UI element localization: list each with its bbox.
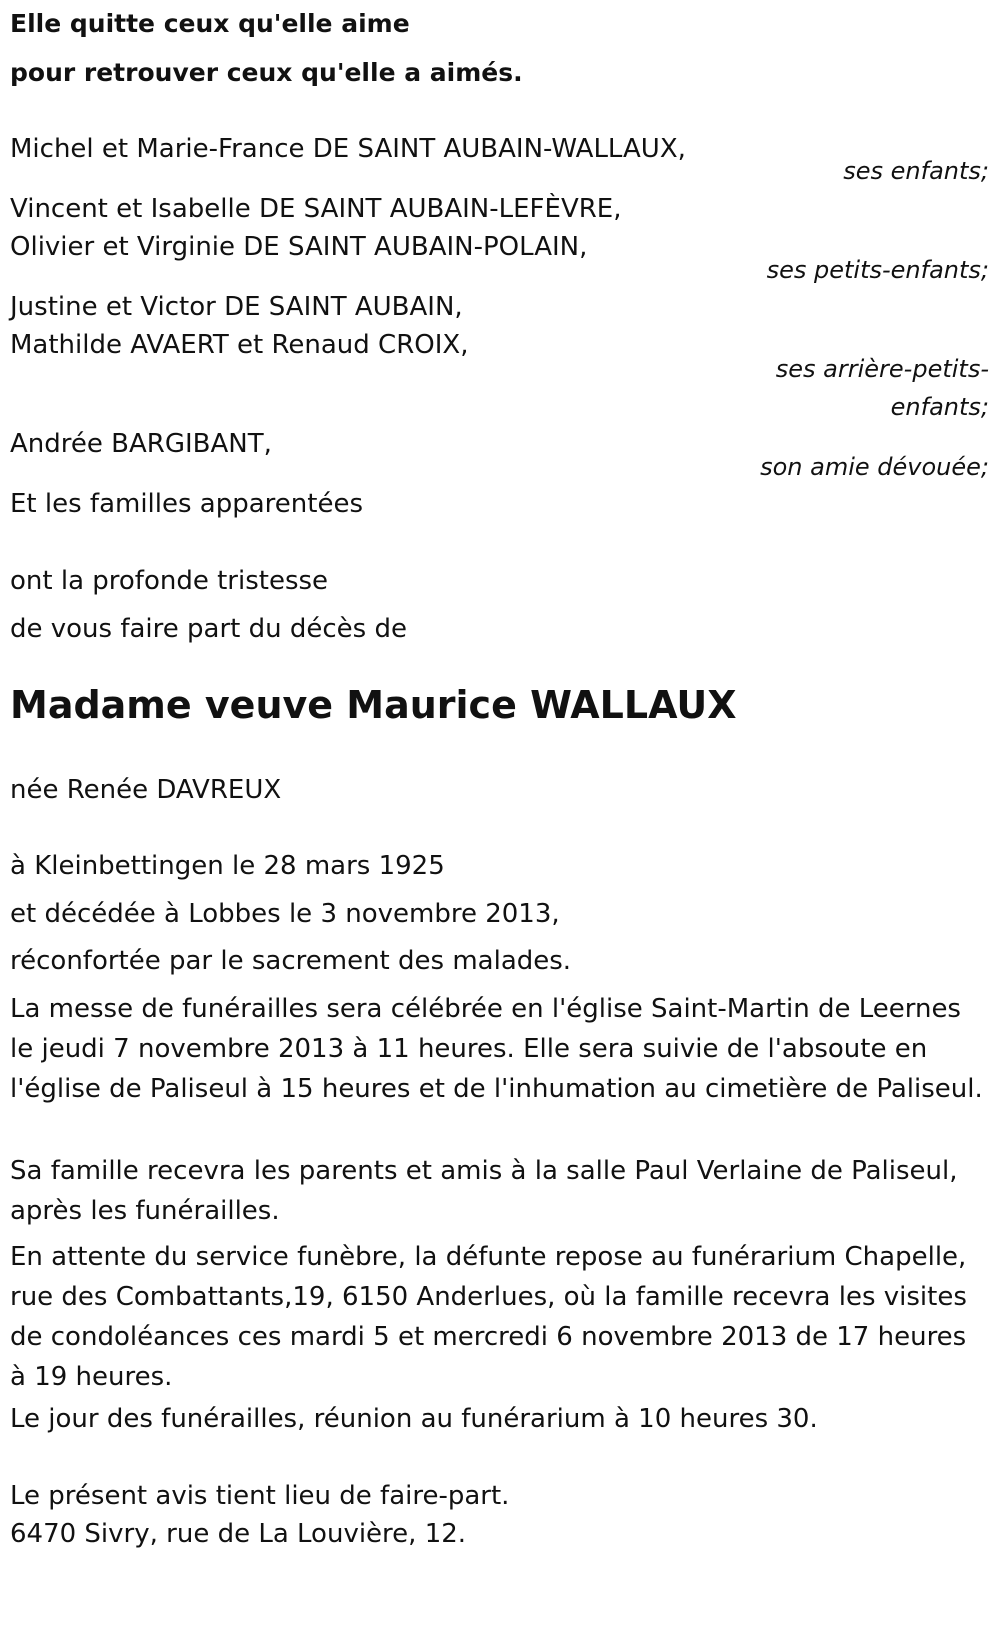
- friend-relation: son amie dévouée;: [760, 453, 989, 481]
- children-relation: ses enfants;: [843, 157, 989, 185]
- great-grandchildren-relation-line-1: ses arrière-petits-: [775, 355, 989, 383]
- meeting-paragraph: Le jour des funérailles, réunion au funérarium à 10 heures 30.: [10, 1404, 818, 1434]
- death-line: et décédée à Lobbes le 3 novembre 2013,: [10, 899, 560, 929]
- funeral-paragraph: La messe de funérailles sera célébrée en l'église Saint-Martin de Leernes le jeudi 7 novembre 2013 à 11 heures. Elle sera suivie de l'absoute en l'église de Paliseul à 15 heures et de l'inhumation au cimetière de Paliseul.: [10, 994, 983, 1104]
- visitation-paragraph: En attente du service funèbre, la défunte repose au funérarium Chapelle, rue des Combattants,19, 6150 Anderlues, où la famille recevra les visites de condoléances ces mardi 5 et mercredi 6 novembre 2013 de 17 heures à 19 heures.: [10, 1242, 967, 1392]
- footer-address: 6470 Sivry, rue de La Louvière, 12.: [10, 1519, 467, 1549]
- great-grandchildren-relation-line-2: enfants;: [890, 393, 989, 421]
- grandchild-name-2: Olivier et Virginie DE SAINT AUBAIN-POLAIN,: [10, 232, 588, 262]
- grandchildren-relation: ses petits-enfants;: [766, 256, 989, 284]
- great-grandchild-name-2: Mathilde AVAERT et Renaud CROIX,: [10, 330, 469, 360]
- announcement-line-1: ont la profonde tristesse: [10, 566, 329, 596]
- birth-line: à Kleinbettingen le 28 mars 1925: [10, 851, 445, 881]
- footer-notice: Le présent avis tient lieu de faire-part.: [10, 1481, 510, 1511]
- maiden-name: née Renée DAVREUX: [10, 775, 282, 805]
- reception-paragraph: Sa famille recevra les parents et amis à la salle Paul Verlaine de Paliseul, après les funérailles.: [10, 1156, 958, 1226]
- grandchild-name-1: Vincent et Isabelle DE SAINT AUBAIN-LEFÈVRE,: [10, 194, 622, 224]
- extended-family: Et les familles apparentées: [10, 489, 364, 519]
- epigraph-line-2: pour retrouver ceux qu'elle a aimés.: [10, 58, 523, 87]
- children-name: Michel et Marie-France DE SAINT AUBAIN-WALLAUX,: [10, 134, 686, 164]
- announcement-line-2: de vous faire part du décès de: [10, 614, 407, 644]
- epigraph-line-1: Elle quitte ceux qu'elle aime: [10, 9, 410, 38]
- deceased-name: Madame veuve Maurice WALLAUX: [10, 683, 737, 727]
- friend-name: Andrée BARGIBANT,: [10, 429, 272, 459]
- sacrament-line: réconfortée par le sacrement des malades.: [10, 946, 572, 976]
- great-grandchild-name-1: Justine et Victor DE SAINT AUBAIN,: [10, 292, 463, 322]
